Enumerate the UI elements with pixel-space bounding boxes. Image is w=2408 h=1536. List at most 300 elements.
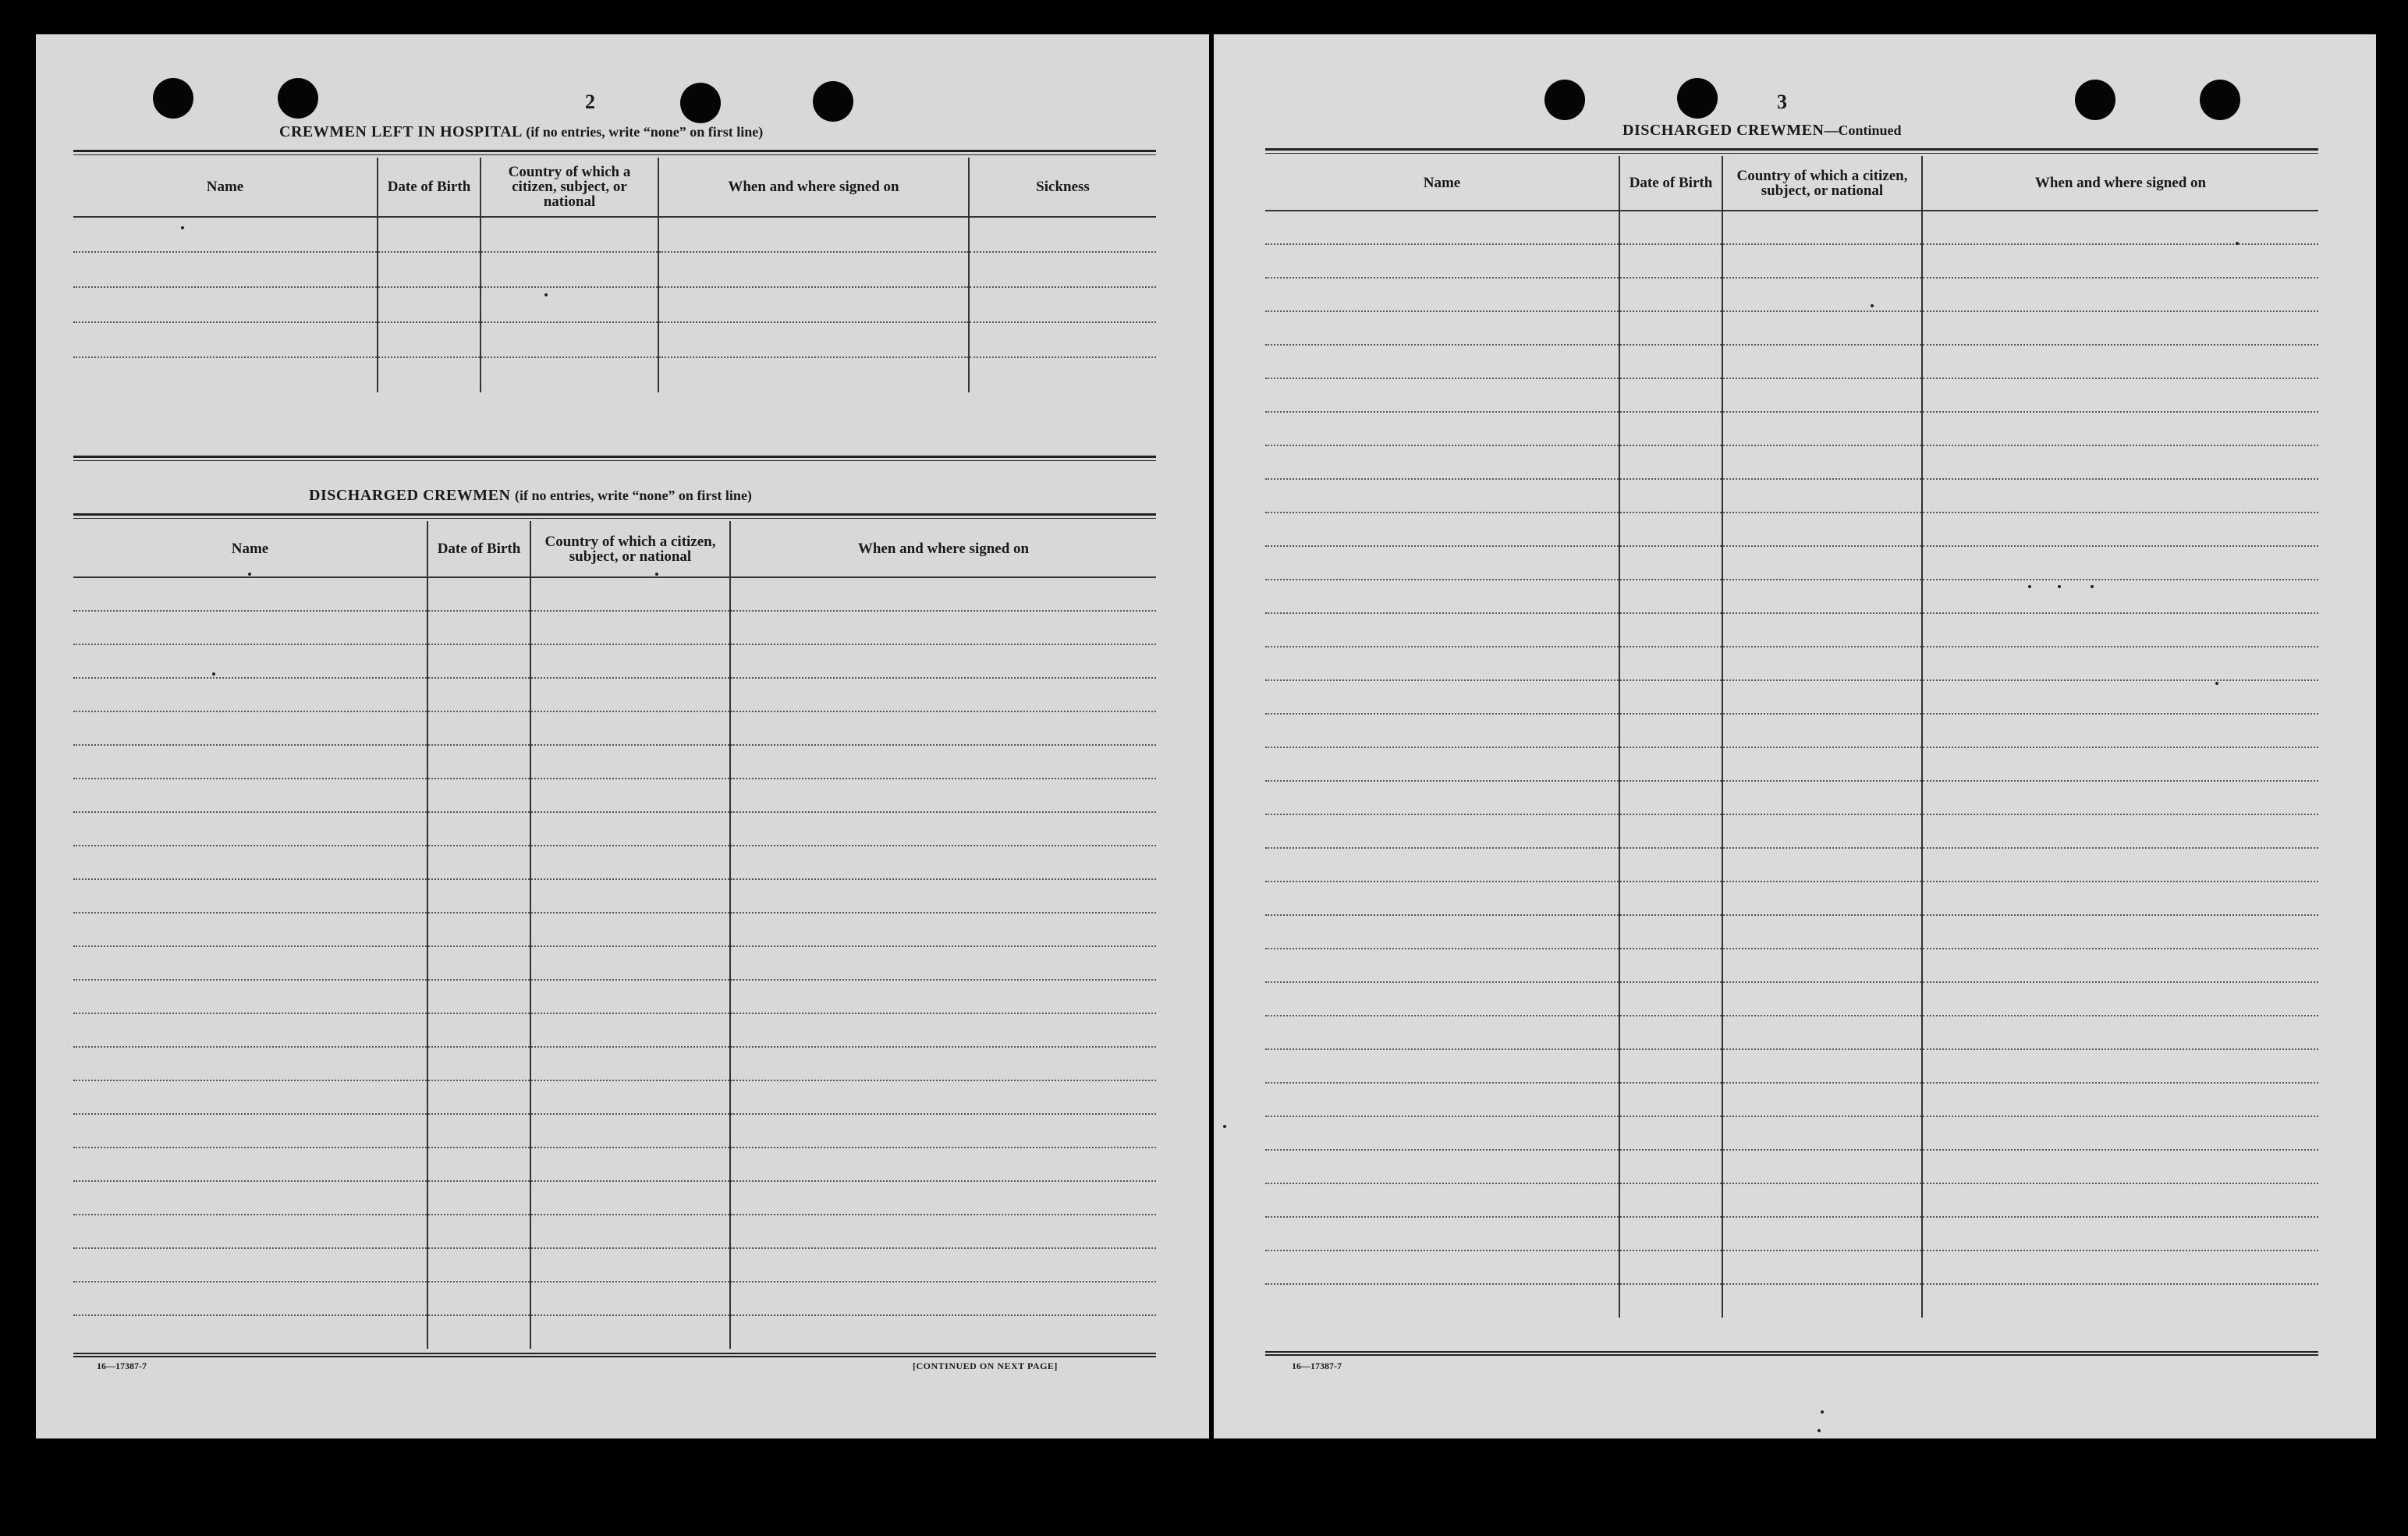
entry-cell[interactable] bbox=[730, 644, 1156, 678]
entry-cell[interactable] bbox=[730, 1114, 1156, 1148]
entry-cell[interactable] bbox=[530, 779, 730, 812]
entry-cell[interactable] bbox=[1265, 915, 1619, 949]
entry-cell[interactable] bbox=[730, 1148, 1156, 1181]
entry-cell[interactable] bbox=[1722, 278, 1922, 311]
entry-cell[interactable] bbox=[730, 913, 1156, 946]
entry-cell[interactable] bbox=[1922, 915, 2318, 949]
entry-cell[interactable] bbox=[530, 913, 730, 946]
entry-cell[interactable] bbox=[1922, 445, 2318, 479]
entry-cell[interactable] bbox=[427, 1215, 530, 1248]
entry-cell[interactable] bbox=[1265, 982, 1619, 1016]
entry-cell[interactable] bbox=[1722, 1116, 1922, 1150]
entry-cell[interactable] bbox=[73, 980, 427, 1013]
entry-cell[interactable] bbox=[73, 287, 378, 322]
speck bbox=[1821, 1410, 1824, 1414]
footer-rule bbox=[1265, 1351, 2318, 1356]
entry-cell[interactable] bbox=[530, 1080, 730, 1114]
column-header-date-of-birth: Date of Birth bbox=[378, 158, 481, 217]
entry-cell[interactable] bbox=[1922, 1250, 2318, 1284]
entry-cell[interactable] bbox=[1722, 1150, 1922, 1183]
punch-hole bbox=[1544, 80, 1585, 120]
entry-cell[interactable] bbox=[427, 1315, 530, 1349]
entry-cell[interactable] bbox=[1922, 311, 2318, 345]
entry-cell[interactable] bbox=[1722, 1083, 1922, 1116]
entry-cell[interactable] bbox=[1265, 1016, 1619, 1049]
entry-cell[interactable] bbox=[530, 1282, 730, 1315]
entry-cell[interactable] bbox=[730, 1047, 1156, 1080]
entry-cell[interactable] bbox=[1265, 1250, 1619, 1284]
entry-cell[interactable] bbox=[1265, 781, 1619, 814]
entry-cell[interactable] bbox=[481, 217, 658, 252]
table-row bbox=[73, 1148, 1156, 1181]
entry-cell[interactable] bbox=[1722, 848, 1922, 882]
entry-cell[interactable] bbox=[73, 812, 427, 846]
entry-cell[interactable] bbox=[1722, 982, 1922, 1016]
discharged-table bbox=[73, 521, 1156, 1349]
entry-cell[interactable] bbox=[730, 1181, 1156, 1215]
entry-cell[interactable] bbox=[481, 252, 658, 287]
entry-cell[interactable] bbox=[1722, 1217, 1922, 1250]
entry-cell[interactable] bbox=[481, 322, 658, 357]
entry-cell[interactable] bbox=[73, 879, 427, 913]
entry-cell[interactable] bbox=[658, 217, 969, 252]
entry-cell[interactable] bbox=[73, 745, 427, 779]
table-row bbox=[1265, 781, 2318, 814]
entry-cell[interactable] bbox=[73, 913, 427, 946]
entry-cell[interactable] bbox=[427, 1181, 530, 1215]
entry-cell[interactable] bbox=[1922, 781, 2318, 814]
entry-cell[interactable] bbox=[1722, 915, 1922, 949]
entry-cell[interactable] bbox=[1619, 781, 1722, 814]
entry-cell[interactable] bbox=[378, 322, 481, 357]
entry-cell[interactable] bbox=[1265, 714, 1619, 747]
entry-cell[interactable] bbox=[1265, 949, 1619, 982]
entry-cell[interactable] bbox=[73, 611, 427, 644]
entry-cell[interactable] bbox=[73, 678, 427, 711]
entry-cell[interactable] bbox=[530, 745, 730, 779]
entry-cell[interactable] bbox=[1922, 982, 2318, 1016]
entry-cell[interactable] bbox=[1619, 345, 1722, 378]
entry-cell[interactable] bbox=[730, 1248, 1156, 1282]
entry-cell[interactable] bbox=[1619, 647, 1722, 680]
entry-cell[interactable] bbox=[1722, 714, 1922, 747]
entry-cell[interactable] bbox=[1722, 882, 1922, 915]
form-number: 16—17387-7 bbox=[1292, 1360, 1342, 1371]
column-header-country: Country of which a citizen, subject, or national bbox=[530, 521, 730, 577]
entry-cell[interactable] bbox=[427, 644, 530, 678]
entry-cell[interactable] bbox=[1922, 1217, 2318, 1250]
entry-cell[interactable] bbox=[1722, 479, 1922, 513]
discharged-note: (if no entries, write “none” on first line) bbox=[514, 488, 752, 503]
entry-cell[interactable] bbox=[969, 357, 1156, 392]
table-row bbox=[1265, 613, 2318, 647]
entry-cell[interactable] bbox=[1922, 546, 2318, 580]
entry-cell[interactable] bbox=[730, 678, 1156, 711]
entry-cell[interactable] bbox=[530, 1215, 730, 1248]
entry-cell[interactable] bbox=[1265, 345, 1619, 378]
entry-cell[interactable] bbox=[1265, 412, 1619, 445]
column-header-signed-on: When and where signed on bbox=[1922, 156, 2318, 211]
table-row bbox=[1265, 814, 2318, 848]
entry-cell[interactable] bbox=[73, 846, 427, 879]
entry-cell[interactable] bbox=[427, 577, 530, 611]
entry-cell[interactable] bbox=[1922, 1049, 2318, 1083]
entry-cell[interactable] bbox=[530, 711, 730, 745]
entry-cell[interactable] bbox=[530, 678, 730, 711]
entry-cell[interactable] bbox=[1722, 747, 1922, 781]
table-row bbox=[73, 252, 1156, 287]
entry-cell[interactable] bbox=[427, 1148, 530, 1181]
entry-cell[interactable] bbox=[73, 252, 378, 287]
table-row bbox=[73, 1013, 1156, 1047]
entry-cell[interactable] bbox=[1265, 1284, 1619, 1318]
entry-cell[interactable] bbox=[1619, 814, 1722, 848]
entry-cell[interactable] bbox=[530, 1013, 730, 1047]
entry-cell[interactable] bbox=[1619, 714, 1722, 747]
entry-cell[interactable] bbox=[1922, 882, 2318, 915]
entry-cell[interactable] bbox=[1722, 546, 1922, 580]
table-row bbox=[73, 611, 1156, 644]
entry-cell[interactable] bbox=[1922, 412, 2318, 445]
entry-cell[interactable] bbox=[427, 1047, 530, 1080]
entry-cell[interactable] bbox=[1922, 479, 2318, 513]
entry-cell[interactable] bbox=[73, 1215, 427, 1248]
continued-note: [CONTINUED ON NEXT PAGE] bbox=[913, 1360, 1058, 1371]
entry-cell[interactable] bbox=[730, 1315, 1156, 1349]
punch-hole bbox=[813, 81, 853, 122]
entry-cell[interactable] bbox=[427, 913, 530, 946]
entry-cell[interactable] bbox=[1922, 513, 2318, 546]
entry-cell[interactable] bbox=[530, 1181, 730, 1215]
table-row bbox=[1265, 378, 2318, 412]
entry-cell[interactable] bbox=[1922, 814, 2318, 848]
entry-cell[interactable] bbox=[1265, 1116, 1619, 1150]
entry-cell[interactable] bbox=[378, 287, 481, 322]
entry-cell[interactable] bbox=[1619, 1217, 1722, 1250]
entry-cell[interactable] bbox=[1922, 1150, 2318, 1183]
entry-cell[interactable] bbox=[530, 846, 730, 879]
table-row bbox=[1265, 714, 2318, 747]
entry-cell[interactable] bbox=[1722, 949, 1922, 982]
table-row bbox=[73, 846, 1156, 879]
entry-cell[interactable] bbox=[1619, 1284, 1722, 1318]
entry-cell[interactable] bbox=[1619, 613, 1722, 647]
entry-cell[interactable] bbox=[1265, 882, 1619, 915]
entry-cell[interactable] bbox=[1265, 1083, 1619, 1116]
entry-cell[interactable] bbox=[1922, 1116, 2318, 1150]
entry-cell[interactable] bbox=[1265, 848, 1619, 882]
discharged-section-title bbox=[309, 487, 752, 505]
entry-cell[interactable] bbox=[1619, 915, 1722, 949]
entry-cell[interactable] bbox=[1922, 345, 2318, 378]
entry-cell[interactable] bbox=[1265, 613, 1619, 647]
entry-cell[interactable] bbox=[73, 1114, 427, 1148]
entry-cell[interactable] bbox=[1265, 1150, 1619, 1183]
entry-cell[interactable] bbox=[1619, 244, 1722, 278]
entry-cell[interactable] bbox=[481, 357, 658, 392]
entry-cell[interactable] bbox=[1265, 580, 1619, 613]
entry-cell[interactable] bbox=[1722, 781, 1922, 814]
entry-cell[interactable] bbox=[1922, 848, 2318, 882]
entry-cell[interactable] bbox=[73, 1047, 427, 1080]
entry-cell[interactable] bbox=[969, 252, 1156, 287]
table-row bbox=[1265, 580, 2318, 613]
entry-cell[interactable] bbox=[481, 287, 658, 322]
table-row bbox=[1265, 882, 2318, 915]
entry-cell[interactable] bbox=[1265, 814, 1619, 848]
entry-cell[interactable] bbox=[73, 322, 378, 357]
entry-cell[interactable] bbox=[1619, 278, 1722, 311]
entry-cell[interactable] bbox=[73, 779, 427, 812]
entry-cell[interactable] bbox=[1619, 680, 1722, 714]
entry-cell[interactable] bbox=[1619, 513, 1722, 546]
form-number: 16—17387-7 bbox=[97, 1360, 147, 1371]
entry-cell[interactable] bbox=[427, 946, 530, 980]
entry-cell[interactable] bbox=[1265, 244, 1619, 278]
entry-cell[interactable] bbox=[1265, 1183, 1619, 1217]
entry-cell[interactable] bbox=[427, 1114, 530, 1148]
entry-cell[interactable] bbox=[427, 812, 530, 846]
table-row bbox=[1265, 1016, 2318, 1049]
column-header-date-of-birth: Date of Birth bbox=[427, 521, 530, 577]
table-row bbox=[1265, 445, 2318, 479]
table-row bbox=[73, 287, 1156, 322]
entry-cell[interactable] bbox=[1722, 814, 1922, 848]
entry-cell[interactable] bbox=[1265, 278, 1619, 311]
speck bbox=[2091, 585, 2094, 588]
entry-cell[interactable] bbox=[1619, 378, 1722, 412]
entry-cell[interactable] bbox=[1722, 211, 1922, 244]
entry-cell[interactable] bbox=[1922, 1284, 2318, 1318]
entry-cell[interactable] bbox=[378, 217, 481, 252]
entry-cell[interactable] bbox=[530, 879, 730, 913]
hospital-note: (if no entries, write “none” on first line) bbox=[526, 124, 764, 140]
entry-cell[interactable] bbox=[1922, 278, 2318, 311]
column-header-signed-on: When and where signed on bbox=[730, 521, 1156, 577]
entry-cell[interactable] bbox=[1722, 647, 1922, 680]
entry-cell[interactable] bbox=[969, 217, 1156, 252]
entry-cell[interactable] bbox=[1619, 949, 1722, 982]
entry-cell[interactable] bbox=[1619, 546, 1722, 580]
entry-cell[interactable] bbox=[1619, 982, 1722, 1016]
entry-cell[interactable] bbox=[427, 1282, 530, 1315]
punch-hole bbox=[2075, 80, 2115, 120]
entry-cell[interactable] bbox=[427, 1248, 530, 1282]
entry-cell[interactable] bbox=[1722, 1049, 1922, 1083]
entry-cell[interactable] bbox=[427, 846, 530, 879]
entry-cell[interactable] bbox=[1722, 378, 1922, 412]
table-row bbox=[73, 678, 1156, 711]
entry-cell[interactable] bbox=[1265, 647, 1619, 680]
entry-cell[interactable] bbox=[378, 357, 481, 392]
entry-cell[interactable] bbox=[1619, 848, 1722, 882]
entry-cell[interactable] bbox=[1619, 1183, 1722, 1217]
table-row bbox=[1265, 1183, 2318, 1217]
entry-cell[interactable] bbox=[73, 1248, 427, 1282]
entry-cell[interactable] bbox=[1922, 714, 2318, 747]
table-row bbox=[73, 779, 1156, 812]
entry-cell[interactable] bbox=[73, 1148, 427, 1181]
entry-cell[interactable] bbox=[1922, 949, 2318, 982]
entry-cell[interactable] bbox=[1619, 747, 1722, 781]
entry-cell[interactable] bbox=[1722, 244, 1922, 278]
entry-cell[interactable] bbox=[1619, 1049, 1722, 1083]
entry-cell[interactable] bbox=[730, 745, 1156, 779]
table-row bbox=[1265, 278, 2318, 311]
entry-cell[interactable] bbox=[658, 287, 969, 322]
entry-cell[interactable] bbox=[73, 1013, 427, 1047]
entry-cell[interactable] bbox=[530, 812, 730, 846]
entry-cell[interactable] bbox=[1619, 479, 1722, 513]
entry-cell[interactable] bbox=[73, 357, 378, 392]
entry-cell[interactable] bbox=[1922, 244, 2318, 278]
entry-cell[interactable] bbox=[730, 779, 1156, 812]
entry-cell[interactable] bbox=[1722, 1183, 1922, 1217]
entry-cell[interactable] bbox=[1922, 747, 2318, 781]
entry-cell[interactable] bbox=[530, 611, 730, 644]
entry-cell[interactable] bbox=[658, 322, 969, 357]
entry-cell[interactable] bbox=[730, 577, 1156, 611]
entry-cell[interactable] bbox=[1722, 513, 1922, 546]
entry-cell[interactable] bbox=[730, 1080, 1156, 1114]
entry-cell[interactable] bbox=[1922, 647, 2318, 680]
entry-cell[interactable] bbox=[1265, 211, 1619, 244]
table-row bbox=[73, 357, 1156, 392]
entry-cell[interactable] bbox=[427, 1013, 530, 1047]
table-row bbox=[73, 745, 1156, 779]
entry-cell[interactable] bbox=[73, 644, 427, 678]
table-row bbox=[73, 322, 1156, 357]
table-row bbox=[1265, 244, 2318, 278]
entry-cell[interactable] bbox=[530, 980, 730, 1013]
entry-cell[interactable] bbox=[1265, 747, 1619, 781]
entry-cell[interactable] bbox=[427, 745, 530, 779]
entry-cell[interactable] bbox=[969, 287, 1156, 322]
table-row bbox=[1265, 211, 2318, 244]
entry-cell[interactable] bbox=[1265, 680, 1619, 714]
entry-cell[interactable] bbox=[73, 217, 378, 252]
entry-cell[interactable] bbox=[73, 577, 427, 611]
entry-cell[interactable] bbox=[1722, 1250, 1922, 1284]
entry-cell[interactable] bbox=[1722, 311, 1922, 345]
entry-cell[interactable] bbox=[1922, 580, 2318, 613]
entry-cell[interactable] bbox=[1265, 1049, 1619, 1083]
entry-cell[interactable] bbox=[1265, 513, 1619, 546]
entry-cell[interactable] bbox=[530, 1047, 730, 1080]
entry-cell[interactable] bbox=[427, 879, 530, 913]
entry-cell[interactable] bbox=[1722, 680, 1922, 714]
entry-cell[interactable] bbox=[730, 812, 1156, 846]
entry-cell[interactable] bbox=[1619, 1083, 1722, 1116]
entry-cell[interactable] bbox=[73, 1181, 427, 1215]
entry-cell[interactable] bbox=[1619, 1250, 1722, 1284]
entry-cell[interactable] bbox=[73, 711, 427, 745]
column-header-date-of-birth: Date of Birth bbox=[1619, 156, 1722, 211]
entry-cell[interactable] bbox=[1922, 1016, 2318, 1049]
entry-cell[interactable] bbox=[730, 1282, 1156, 1315]
entry-cell[interactable] bbox=[1265, 311, 1619, 345]
entry-cell[interactable] bbox=[530, 1248, 730, 1282]
entry-cell[interactable] bbox=[1722, 580, 1922, 613]
entry-cell[interactable] bbox=[427, 779, 530, 812]
entry-cell[interactable] bbox=[1265, 378, 1619, 412]
entry-cell[interactable] bbox=[1265, 445, 1619, 479]
entry-cell[interactable] bbox=[1265, 479, 1619, 513]
speck bbox=[544, 293, 548, 296]
entry-cell[interactable] bbox=[730, 846, 1156, 879]
entry-cell[interactable] bbox=[730, 879, 1156, 913]
entry-cell[interactable] bbox=[1619, 882, 1722, 915]
punch-hole bbox=[153, 78, 193, 119]
entry-cell[interactable] bbox=[1922, 378, 2318, 412]
entry-cell[interactable] bbox=[1619, 1150, 1722, 1183]
entry-cell[interactable] bbox=[730, 946, 1156, 980]
entry-cell[interactable] bbox=[969, 322, 1156, 357]
entry-cell[interactable] bbox=[530, 644, 730, 678]
entry-cell[interactable] bbox=[1619, 1016, 1722, 1049]
entry-cell[interactable] bbox=[530, 946, 730, 980]
entry-cell[interactable] bbox=[730, 1013, 1156, 1047]
entry-cell[interactable] bbox=[1922, 1183, 2318, 1217]
entry-cell[interactable] bbox=[1265, 546, 1619, 580]
entry-cell[interactable] bbox=[1722, 1284, 1922, 1318]
table-row bbox=[73, 1114, 1156, 1148]
entry-cell[interactable] bbox=[1265, 1217, 1619, 1250]
entry-cell[interactable] bbox=[1922, 680, 2318, 714]
entry-cell[interactable] bbox=[427, 611, 530, 644]
entry-cell[interactable] bbox=[1619, 412, 1722, 445]
entry-cell[interactable] bbox=[427, 1080, 530, 1114]
entry-cell[interactable] bbox=[427, 678, 530, 711]
entry-cell[interactable] bbox=[730, 1215, 1156, 1248]
entry-cell[interactable] bbox=[1922, 211, 2318, 244]
column-header-country: Country of which a citizen, subject, or national bbox=[481, 158, 658, 217]
entry-cell[interactable] bbox=[530, 577, 730, 611]
entry-cell[interactable] bbox=[73, 1080, 427, 1114]
entry-cell[interactable] bbox=[530, 1148, 730, 1181]
entry-cell[interactable] bbox=[73, 1282, 427, 1315]
column-header-sickness: Sickness bbox=[969, 158, 1156, 217]
entry-cell[interactable] bbox=[658, 357, 969, 392]
entry-cell[interactable] bbox=[1619, 311, 1722, 345]
entry-cell[interactable] bbox=[1922, 1083, 2318, 1116]
entry-cell[interactable] bbox=[658, 252, 969, 287]
entry-cell[interactable] bbox=[530, 1114, 730, 1148]
entry-cell[interactable] bbox=[427, 980, 530, 1013]
entry-cell[interactable] bbox=[1722, 613, 1922, 647]
entry-cell[interactable] bbox=[378, 252, 481, 287]
entry-cell[interactable] bbox=[1619, 445, 1722, 479]
entry-cell[interactable] bbox=[1922, 613, 2318, 647]
footer-rule bbox=[73, 1353, 1156, 1357]
entry-cell[interactable] bbox=[427, 711, 530, 745]
entry-cell[interactable] bbox=[730, 711, 1156, 745]
entry-cell[interactable] bbox=[1619, 580, 1722, 613]
table-row bbox=[1265, 1250, 2318, 1284]
entry-cell[interactable] bbox=[1619, 211, 1722, 244]
entry-cell[interactable] bbox=[73, 1315, 427, 1349]
entry-cell[interactable] bbox=[73, 946, 427, 980]
entry-cell[interactable] bbox=[1619, 1116, 1722, 1150]
discharged-continued-table bbox=[1265, 156, 2318, 1318]
entry-cell[interactable] bbox=[730, 980, 1156, 1013]
entry-cell[interactable] bbox=[1722, 345, 1922, 378]
entry-cell[interactable] bbox=[730, 611, 1156, 644]
entry-cell[interactable] bbox=[1722, 412, 1922, 445]
entry-cell[interactable] bbox=[1722, 1016, 1922, 1049]
entry-cell[interactable] bbox=[1722, 445, 1922, 479]
entry-cell[interactable] bbox=[530, 1315, 730, 1349]
